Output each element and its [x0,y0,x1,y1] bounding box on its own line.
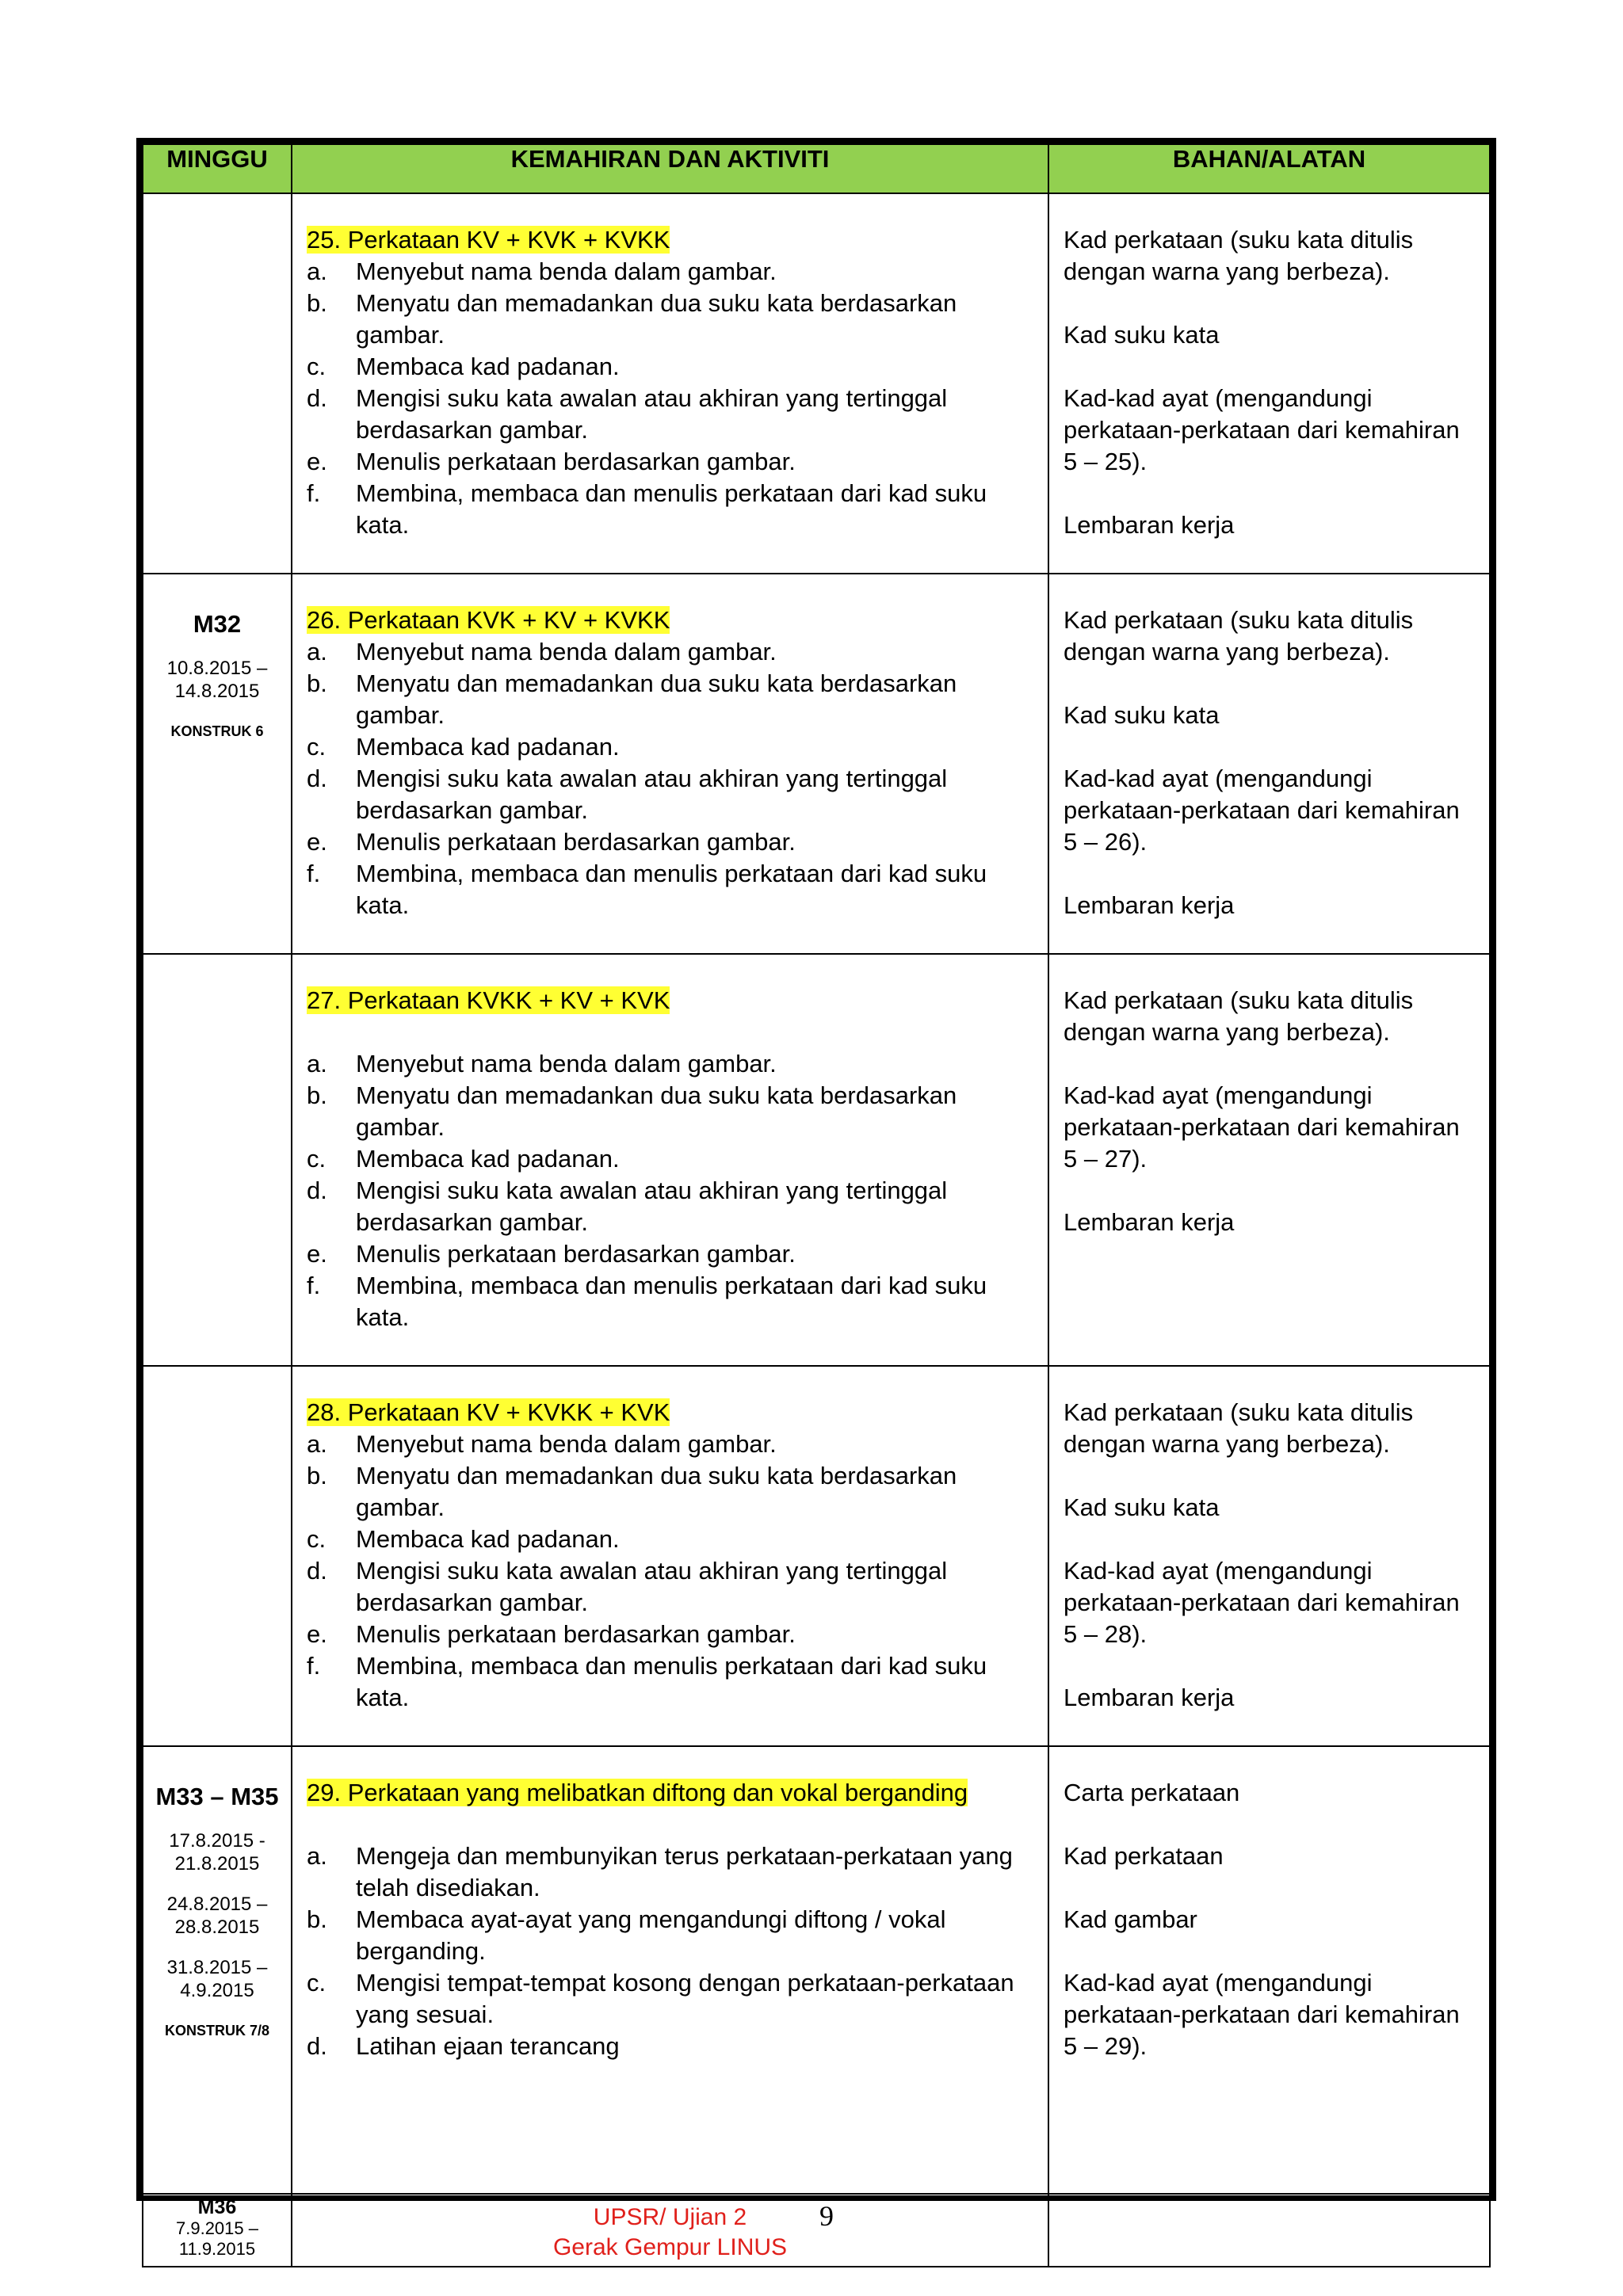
activity-list [307,1428,1037,1714]
activity-letter: c. [307,733,327,761]
activity-text: Menyatu dan memadankan dua suku kata berdasarkan gambar. [356,1081,957,1141]
activity-text: Menulis perkataan berdasarkan gambar. [356,828,796,856]
activity-item [307,1270,1037,1333]
activity-item [307,1619,1037,1650]
material-item: Kad-kad ayat (mengandungi perkataan-perkataan dari kemahiran 5 – 29). [1064,1969,1460,2060]
material-item: Kad perkataan (suku kata ditulis dengan warna yang berbeza). [1064,606,1414,666]
footer-row [143,2194,1490,2267]
activity-letter: e. [307,1620,327,1648]
material-item: Kad perkataan (suku kata ditulis dengan warna yang berbeza). [1064,986,1414,1046]
activity-text: Menulis perkataan berdasarkan gambar. [356,448,796,475]
activity-text: Menyatu dan memadankan dua suku kata berdasarkan gambar. [356,1462,957,1521]
activity-letter: f. [307,1272,321,1299]
footer-line-1: UPSR/ Ujian 2 [593,2204,747,2230]
activity-item [307,1143,1037,1175]
table-row [143,574,1490,954]
activity-item [307,1840,1037,1904]
material-item: Kad gambar [1064,1905,1197,1933]
activity-item [307,1904,1037,1967]
konstruk-label: KONSTRUK 6 [170,723,264,739]
skill-activity-cell [292,954,1048,1366]
activity-item [307,383,1037,446]
material-item: Kad suku kata [1064,1493,1220,1521]
activity-letter: a. [307,257,327,285]
activity-letter: a. [307,1842,327,1870]
activity-text: Menyebut nama benda dalam gambar. [356,638,777,666]
material-item: Kad perkataan (suku kata ditulis dengan warna yang berbeza). [1064,226,1414,285]
activity-letter: e. [307,448,327,475]
week-dates: 7.9.2015 – 11.9.2015 [176,2218,258,2259]
activity-letter: c. [307,1525,327,1553]
activity-item [307,1460,1037,1524]
week-date: 24.8.2015 – 28.8.2015 [166,1894,268,1938]
activity-letter: b. [307,289,327,317]
activity-letter: d. [307,765,327,792]
week-cell-m36 [143,2194,292,2267]
activity-item [307,858,1037,921]
activity-letter: e. [307,1240,327,1268]
table-header-row [143,144,1490,193]
material-item: Lembaran kerja [1064,1684,1235,1711]
lesson-plan-table [142,143,1491,2267]
table-row [143,1746,1490,2194]
activity-letter: b. [307,1081,327,1109]
week-date: 10.8.2015 – 14.8.2015 [166,658,268,702]
header-bahan: BAHAN/ALATAN [1048,144,1490,193]
activity-text: Membina, membaca dan menulis perkataan dari kad suku kata. [356,860,987,919]
activity-text: Menyebut nama benda dalam gambar. [356,1430,777,1458]
activity-item [307,1650,1037,1714]
material-item: Kad-kad ayat (mengandungi perkataan-perkataan dari kemahiran 5 – 25). [1064,384,1460,475]
activity-text: Mengeja dan membunyikan terus perkataan-perkataan yang telah disediakan. [356,1842,1013,1901]
activity-item [307,2031,1037,2062]
material-item: Kad suku kata [1064,321,1220,349]
activity-letter: b. [307,1905,327,1933]
skill-title-text: 26. Perkataan KVK + KV + KVKK [307,606,670,634]
activity-item [307,636,1037,668]
materials-cell [1048,1366,1490,1746]
materials-cell [1048,193,1490,574]
activity-item [307,1238,1037,1270]
activity-text: Membina, membaca dan menulis perkataan dari kad suku kata. [356,479,987,539]
footer-note-cell [292,2194,1048,2267]
activity-item [307,826,1037,858]
activity-text: Menyebut nama benda dalam gambar. [356,257,777,285]
spacer [307,1809,1037,1840]
activity-item [307,668,1037,731]
activity-item [307,1555,1037,1619]
activity-item [307,731,1037,763]
activity-text: Mengisi tempat-tempat kosong dengan perkataan-perkataan yang sesuai. [356,1969,1014,2028]
footer-materials-cell [1048,2194,1490,2267]
activity-letter: c. [307,1145,327,1173]
header-minggu: MINGGU [143,144,292,193]
activity-letter: d. [307,384,327,412]
week-cell [143,193,292,574]
activity-letter: e. [307,828,327,856]
material-item: Carta perkataan [1064,1779,1240,1806]
skill-activity-cell [292,1746,1048,2194]
activity-item [307,446,1037,478]
skill-activity-cell [292,574,1048,954]
activity-item [307,1080,1037,1143]
table-row [143,1366,1490,1746]
activity-list [307,636,1037,921]
week-code: M36 [197,2196,237,2218]
activity-item [307,256,1037,288]
skill-title-text: 25. Perkataan KV + KVK + KVKK [307,226,670,254]
activity-text: Membina, membaca dan menulis perkataan dari kad suku kata. [356,1272,987,1331]
activity-text: Membaca kad padanan. [356,1525,620,1553]
activity-text: Menulis perkataan berdasarkan gambar. [356,1240,796,1268]
skill-title-text: 28. Perkataan KV + KVKK + KVK [307,1398,670,1426]
activity-item [307,763,1037,826]
activity-list [307,1840,1037,2062]
activity-text: Mengisi suku kata awalan atau akhiran yang tertinggal berdasarkan gambar. [356,1177,948,1236]
material-item: Lembaran kerja [1064,511,1235,539]
skill-title [307,1397,1037,1428]
activity-text: Mengisi suku kata awalan atau akhiran yang tertinggal berdasarkan gambar. [356,765,948,824]
skill-title [307,1777,1037,1809]
activity-item [307,1524,1037,1555]
activity-letter: c. [307,1969,327,1997]
activity-letter: a. [307,1050,327,1077]
activity-letter: b. [307,669,327,697]
week-code: M33 – M35 [155,1783,279,1810]
footer-line-2: Gerak Gempur LINUS [552,2234,788,2260]
activity-letter: b. [307,1462,327,1489]
activity-letter: f. [307,1652,321,1680]
activity-letter: d. [307,2032,327,2060]
week-cell [143,954,292,1366]
lesson-plan-page [136,138,1496,2260]
skill-title [307,985,1037,1016]
activity-letter: d. [307,1177,327,1204]
activity-text: Mengisi suku kata awalan atau akhiran yang tertinggal berdasarkan gambar. [356,384,948,444]
activity-text: Menulis perkataan berdasarkan gambar. [356,1620,796,1648]
activity-text: Membaca kad padanan. [356,1145,620,1173]
skill-title [307,605,1037,636]
table-row [143,193,1490,574]
activity-text: Latihan ejaan terancang [356,2032,620,2060]
activity-text: Membaca ayat-ayat yang mengandungi diftong / vokal berganding. [356,1905,946,1965]
table-row [143,954,1490,1366]
activity-text: Menyatu dan memadankan dua suku kata berdasarkan gambar. [356,289,957,349]
activity-item [307,1967,1037,2031]
material-item: Kad-kad ayat (mengandungi perkataan-perkataan dari kemahiran 5 – 26). [1064,765,1460,856]
activity-item [307,1048,1037,1080]
material-item: Kad suku kata [1064,701,1220,729]
activity-text: Mengisi suku kata awalan atau akhiran yang tertinggal berdasarkan gambar. [356,1557,948,1616]
activity-text: Membaca kad padanan. [356,353,620,380]
activity-item [307,1428,1037,1460]
activity-text: Menyebut nama benda dalam gambar. [356,1050,777,1077]
materials-cell [1048,954,1490,1366]
activity-letter: a. [307,1430,327,1458]
activity-letter: c. [307,353,327,380]
material-item: Kad perkataan [1064,1842,1224,1870]
skill-title [307,224,1037,256]
activity-list [307,1048,1037,1333]
material-item: Kad-kad ayat (mengandungi perkataan-perkataan dari kemahiran 5 – 28). [1064,1557,1460,1648]
activity-text: Membina, membaca dan menulis perkataan dari kad suku kata. [356,1652,987,1711]
activity-list [307,256,1037,541]
material-item: Lembaran kerja [1064,891,1235,919]
activity-item [307,288,1037,351]
activity-letter: f. [307,860,321,887]
spacer [307,1016,1037,1048]
activity-item [307,478,1037,541]
material-item: Kad-kad ayat (mengandungi perkataan-perkataan dari kemahiran 5 – 27). [1064,1081,1460,1173]
week-cell [143,1366,292,1746]
activity-letter: d. [307,1557,327,1585]
material-item: Lembaran kerja [1064,1208,1235,1236]
activity-item [307,351,1037,383]
konstruk-label: KONSTRUK 7/8 [164,2023,270,2039]
activity-letter: a. [307,638,327,666]
page-number: 9 [819,2200,834,2232]
material-item: Kad perkataan (suku kata ditulis dengan warna yang berbeza). [1064,1398,1414,1458]
activity-item [307,1175,1037,1238]
skill-activity-cell [292,193,1048,574]
skill-title-text: 27. Perkataan KVKK + KV + KVK [307,986,670,1014]
activity-text: Menyatu dan memadankan dua suku kata berdasarkan gambar. [356,669,957,729]
week-date: 31.8.2015 – 4.9.2015 [166,1957,268,2001]
materials-cell [1048,574,1490,954]
header-kemahiran: KEMAHIRAN DAN AKTIVITI [292,144,1048,193]
activity-letter: f. [307,479,321,507]
skill-activity-cell [292,1366,1048,1746]
week-cell [143,574,292,954]
week-date: 17.8.2015 - 21.8.2015 [169,1830,265,1875]
skill-title-text: 29. Perkataan yang melibatkan diftong dan vokal berganding [307,1779,968,1806]
week-code: M32 [193,610,242,638]
materials-cell [1048,1746,1490,2194]
activity-text: Membaca kad padanan. [356,733,620,761]
week-cell [143,1746,292,2194]
